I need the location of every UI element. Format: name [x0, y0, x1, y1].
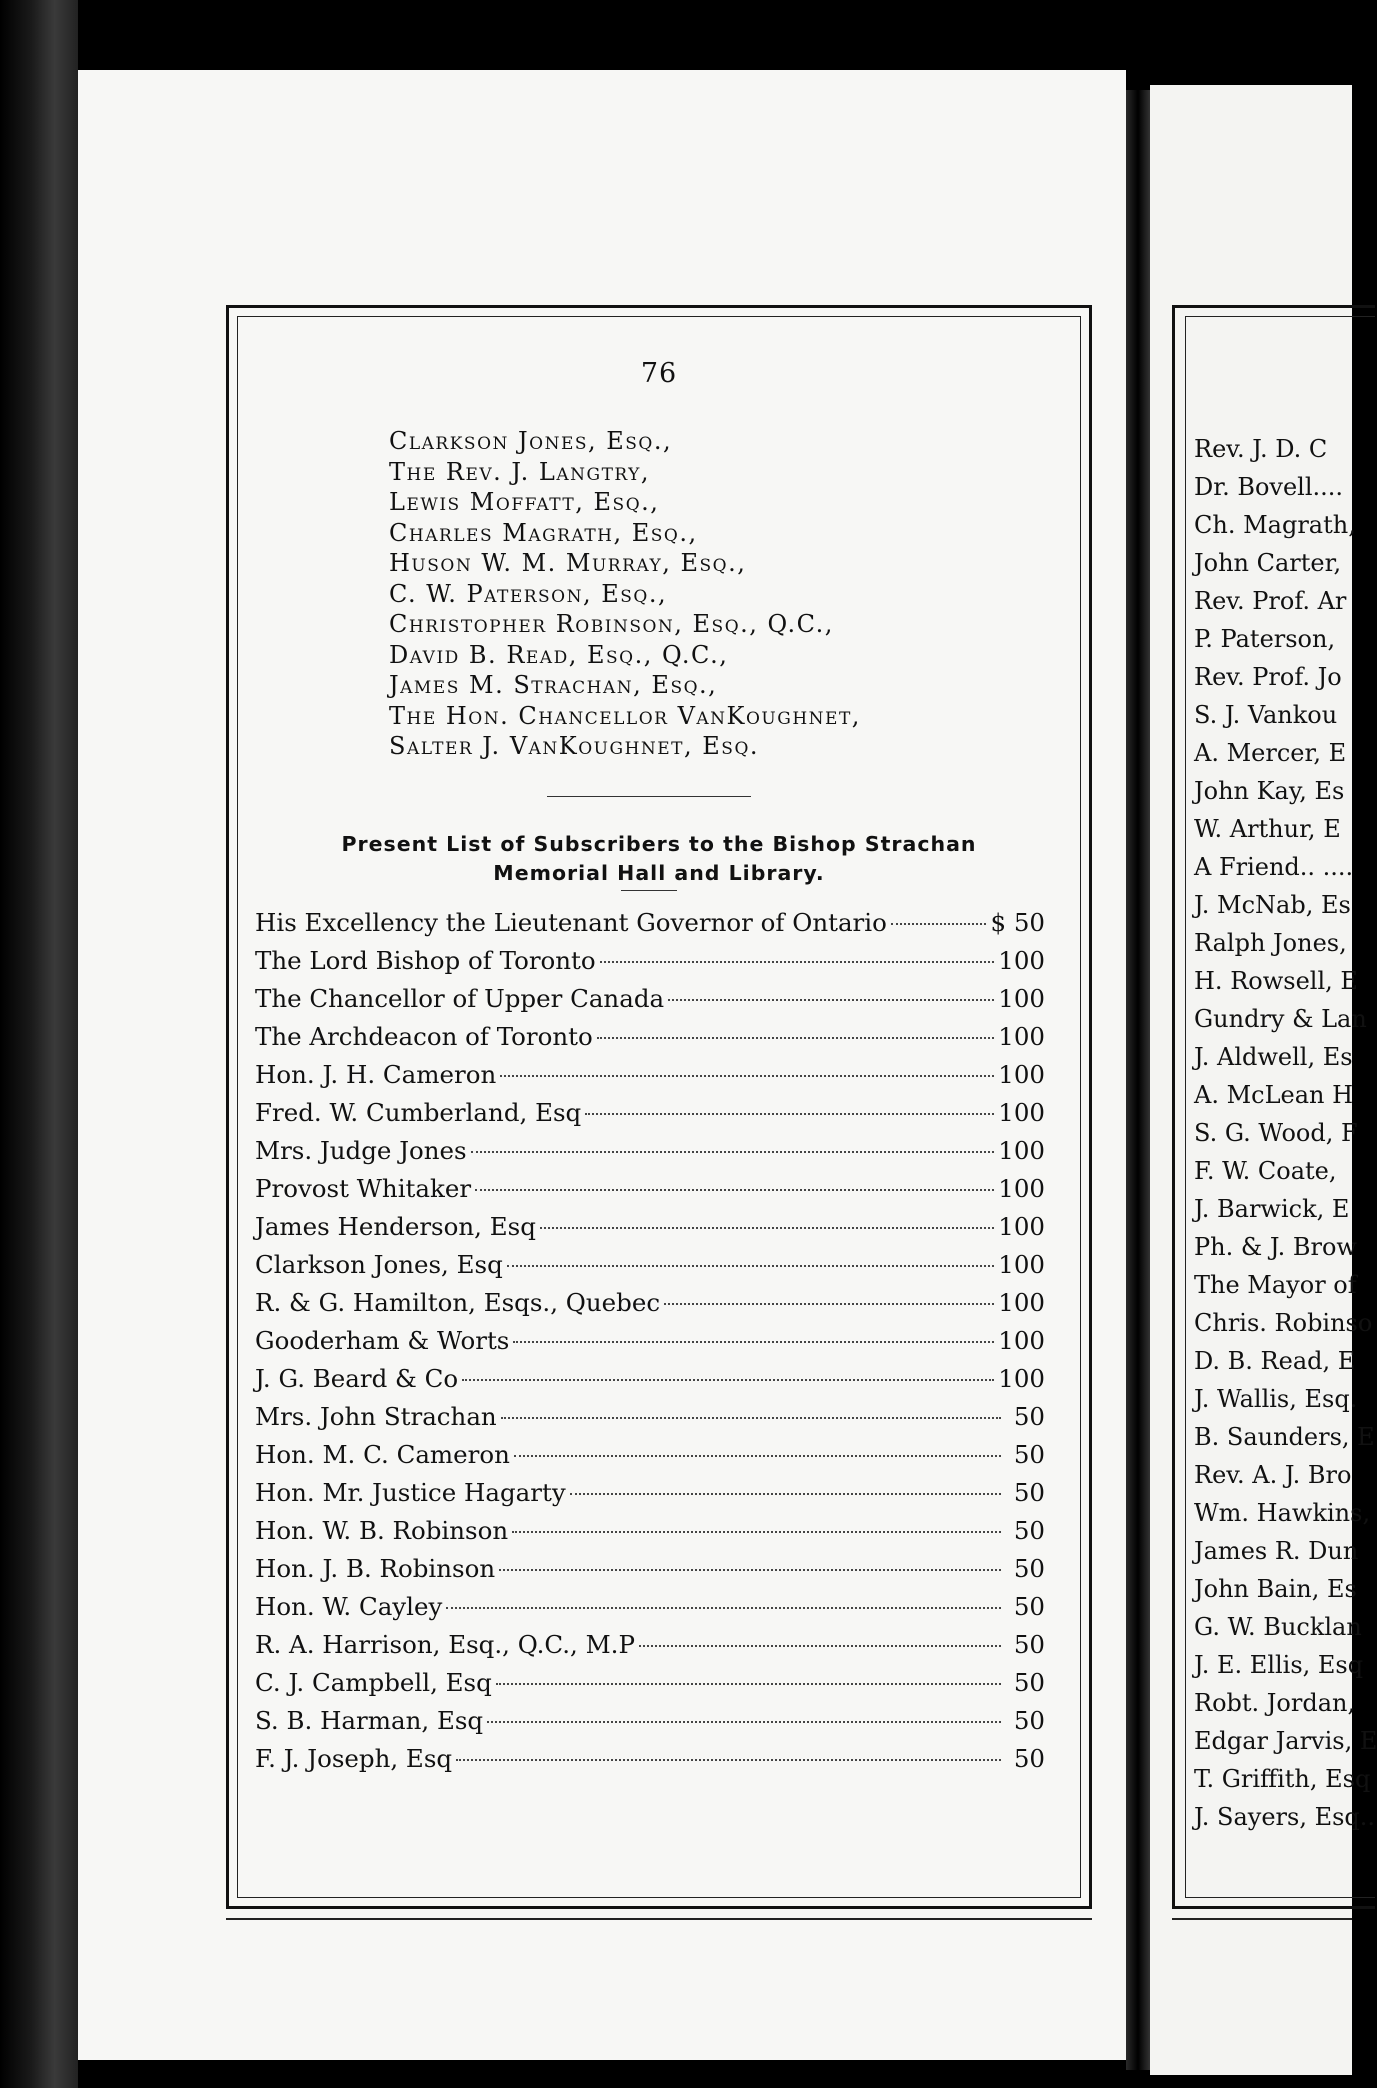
subscriber-row	[255, 946, 1045, 984]
subscriber-name: James Henderson, Esq	[255, 1212, 536, 1241]
right-page-entry: D. B. Read, E	[1194, 1347, 1356, 1375]
right-page-entry: Rev. Prof. Jo	[1194, 663, 1342, 691]
page-frame	[226, 305, 1092, 1909]
section-divider	[547, 796, 751, 797]
subscriber-row	[255, 908, 1045, 946]
subscriber-amount: 50	[1013, 1440, 1045, 1469]
right-page-entry: Rev. Prof. Ar	[1194, 587, 1347, 615]
name-line: James M. Strachan, Esq.,	[389, 671, 718, 699]
subscriber-row	[255, 1440, 1045, 1478]
right-page-entry: Gundry & Lan	[1194, 1005, 1367, 1033]
subscriber-name: S. B. Harman, Esq	[255, 1706, 484, 1735]
short-divider	[621, 890, 677, 891]
dot-leader	[462, 1379, 994, 1381]
dot-leader	[597, 1037, 994, 1039]
right-page-entry: J. Sayers, Esq..	[1194, 1803, 1376, 1831]
subscriber-list	[255, 908, 1045, 1782]
subscriber-name: Hon. J. B. Robinson	[255, 1554, 496, 1583]
subscriber-row	[255, 1554, 1045, 1592]
book-gutter	[1126, 90, 1150, 2070]
subscriber-name: Gooderham & Worts	[255, 1326, 510, 1355]
subscriber-name: C. J. Campbell, Esq	[255, 1668, 492, 1697]
right-page-entry: James R. Dun	[1194, 1537, 1359, 1565]
name-line: Charles Magrath, Esq.,	[389, 518, 698, 547]
subscriber-name: Clarkson Jones, Esq	[255, 1250, 503, 1279]
book-spine-edge	[0, 0, 78, 2088]
right-page-entry: A. McLean H	[1194, 1081, 1354, 1109]
right-page-entry: J. Barwick, E	[1194, 1195, 1350, 1223]
dot-leader	[500, 1075, 994, 1077]
subscriber-row	[255, 1136, 1045, 1174]
name-line: Huson W. M. Murray, Esq.,	[389, 549, 747, 577]
right-page-entry: P. Paterson,	[1194, 625, 1336, 653]
section-heading-line1: Present List of Subscribers to the Bishop Strachan	[341, 832, 977, 856]
subscriber-name: R. A. Harrison, Esq., Q.C., M.P	[255, 1630, 635, 1659]
right-page-entry: W. Arthur, E	[1194, 815, 1341, 843]
subscriber-name: Hon. W. B. Robinson	[255, 1516, 509, 1545]
subscriber-amount: 100	[998, 1136, 1045, 1165]
right-page-entry: F. W. Coate,	[1194, 1157, 1337, 1185]
dot-leader	[496, 1683, 1001, 1685]
subscriber-row	[255, 1706, 1045, 1744]
bottom-rule	[226, 1918, 1092, 1920]
dot-leader	[891, 923, 987, 925]
subscriber-amount: 50	[1013, 1516, 1045, 1545]
subscriber-amount: 100	[998, 1326, 1045, 1355]
dot-leader	[471, 1151, 995, 1153]
dot-leader	[446, 1607, 1001, 1609]
subscriber-row	[255, 1212, 1045, 1250]
dot-leader	[501, 1417, 1001, 1419]
subscriber-amount: 100	[998, 1060, 1045, 1089]
subscriber-amount: 50	[1013, 1744, 1045, 1773]
right-page-entry: J. McNab, Es	[1194, 891, 1351, 919]
right-page-entry: Wm. Hawkins,	[1194, 1499, 1371, 1527]
subscriber-name: Mrs. John Strachan	[255, 1402, 497, 1431]
section-heading	[229, 830, 1089, 888]
right-page-entry: Rev. A. J. Bro	[1194, 1461, 1352, 1489]
subscriber-name: Provost Whitaker	[255, 1174, 472, 1203]
subscriber-name: Mrs. Judge Jones	[255, 1136, 467, 1165]
subscriber-amount: 50	[1013, 1592, 1045, 1621]
dot-leader	[499, 1569, 1001, 1571]
right-page-entry: S. G. Wood, F	[1194, 1119, 1358, 1147]
subscriber-name: His Excellency the Lieutenant Governor of Ontario	[255, 908, 887, 937]
right-page-entry: The Mayor of	[1194, 1271, 1357, 1299]
dot-leader	[475, 1189, 994, 1191]
dot-leader	[668, 999, 994, 1001]
name-line: Christopher Robinson, Esq., Q.C.,	[389, 610, 834, 638]
subscriber-amount: 50	[1013, 1630, 1045, 1659]
subscriber-name: R. & G. Hamilton, Esqs., Quebec	[255, 1288, 661, 1317]
name-line: The Hon. Chancellor VanKoughnet,	[389, 701, 861, 730]
name-line: Salter J. VanKoughnet, Esq.	[389, 732, 760, 760]
subscriber-name: J. G. Beard & Co	[255, 1364, 459, 1393]
dot-leader	[487, 1721, 1001, 1723]
right-page-entry: J. Aldwell, Es	[1194, 1043, 1353, 1071]
subscriber-row	[255, 1364, 1045, 1402]
right-page-entry: A Friend.. ....	[1194, 853, 1354, 881]
subscriber-row	[255, 1174, 1045, 1212]
committee-names	[389, 426, 861, 762]
subscriber-name: Hon. M. C. Cameron	[255, 1440, 510, 1469]
right-page-entry: John Bain, Es	[1194, 1575, 1357, 1603]
right-page-entry: T. Griffith, Esq	[1194, 1765, 1371, 1793]
dot-leader	[514, 1455, 1001, 1457]
subscriber-row	[255, 1098, 1045, 1136]
subscriber-amount: 50	[1013, 1402, 1045, 1431]
right-page-subscriber-list	[1194, 430, 1377, 1836]
right-page-entry: Rev. J. D. C	[1194, 435, 1328, 463]
subscriber-amount: 100	[998, 1174, 1045, 1203]
dot-leader	[664, 1303, 994, 1305]
section-heading-line2: Memorial Hall and Library.	[493, 861, 825, 885]
subscriber-name: The Archdeacon of Toronto	[255, 1022, 593, 1051]
name-line: Lewis Moffatt, Esq.,	[389, 488, 660, 516]
subscriber-row	[255, 984, 1045, 1022]
right-page-entry: H. Rowsell, E	[1194, 967, 1358, 995]
name-line: David B. Read, Esq., Q.C.,	[389, 640, 729, 669]
subscriber-name: The Lord Bishop of Toronto	[255, 946, 596, 975]
page-number: 76	[640, 358, 678, 389]
dot-leader	[507, 1265, 994, 1267]
subscriber-row	[255, 1516, 1045, 1554]
right-page-entry: A. Mercer, E	[1194, 739, 1347, 767]
subscriber-row	[255, 1630, 1045, 1668]
right-page-entry: Dr. Bovell....	[1194, 473, 1344, 501]
subscriber-amount: 100	[998, 1098, 1045, 1127]
name-line: The Rev. J. Langtry,	[389, 457, 651, 486]
dot-leader	[570, 1493, 1001, 1495]
right-page-entry: G. W. Bucklan	[1194, 1613, 1362, 1641]
subscriber-name: Fred. W. Cumberland, Esq	[255, 1098, 582, 1127]
subscriber-amount: 50	[1013, 1554, 1045, 1583]
right-page-entry: J. E. Ellis, Esq	[1194, 1651, 1364, 1679]
right-page-entry: John Kay, Es	[1194, 777, 1345, 805]
dot-leader	[540, 1227, 994, 1229]
dot-leader	[512, 1531, 1001, 1533]
subscriber-name: Hon. J. H. Cameron	[255, 1060, 497, 1089]
subscriber-amount: 100	[998, 1212, 1045, 1241]
subscriber-name: The Chancellor of Upper Canada	[255, 984, 665, 1013]
subscriber-amount: $ 50	[990, 908, 1045, 937]
subscriber-row	[255, 1592, 1045, 1630]
subscriber-row	[255, 1326, 1045, 1364]
subscriber-row	[255, 1478, 1045, 1516]
subscriber-row	[255, 1668, 1045, 1706]
dot-leader	[639, 1645, 1001, 1647]
subscriber-amount: 50	[1013, 1668, 1045, 1697]
dot-leader	[513, 1341, 994, 1343]
subscriber-amount: 100	[998, 1022, 1045, 1051]
subscriber-name: F. J. Joseph, Esq	[255, 1744, 453, 1773]
dot-leader	[456, 1759, 1001, 1761]
right-bottom-rule	[1172, 1918, 1352, 1920]
name-line: Clarkson Jones, Esq.,	[389, 427, 673, 455]
subscriber-amount: 100	[998, 1288, 1045, 1317]
right-page-entry: Ph. & J. Brow	[1194, 1233, 1357, 1261]
subscriber-amount: 50	[1013, 1478, 1045, 1507]
subscriber-amount: 50	[1013, 1706, 1045, 1735]
dot-leader	[585, 1113, 994, 1115]
right-page-entry: S. J. Vankou	[1194, 701, 1338, 729]
right-page-entry: John Carter,	[1194, 549, 1342, 577]
subscriber-row	[255, 1288, 1045, 1326]
subscriber-row	[255, 1402, 1045, 1440]
subscriber-amount: 100	[998, 984, 1045, 1013]
subscriber-amount: 100	[998, 1364, 1045, 1393]
subscriber-amount: 100	[998, 946, 1045, 975]
subscriber-name: Hon. Mr. Justice Hagarty	[255, 1478, 566, 1507]
subscriber-name: Hon. W. Cayley	[255, 1592, 443, 1621]
right-page-entry: B. Saunders, E	[1194, 1423, 1375, 1451]
subscriber-row	[255, 1022, 1045, 1060]
subscriber-row	[255, 1744, 1045, 1782]
right-page-entry: Ralph Jones,	[1194, 929, 1347, 957]
subscriber-row	[255, 1060, 1045, 1098]
right-page-entry: Ch. Magrath,	[1194, 511, 1356, 539]
right-page-entry: J. Wallis, Esq.	[1194, 1385, 1358, 1413]
name-line: C. W. Paterson, Esq.,	[389, 579, 668, 608]
right-page-entry: Chris. Robinso	[1194, 1309, 1373, 1337]
subscriber-amount: 100	[998, 1250, 1045, 1279]
right-page-entry: Robt. Jordan,	[1194, 1689, 1356, 1717]
dot-leader	[600, 961, 995, 963]
subscriber-row	[255, 1250, 1045, 1288]
right-page-entry: Edgar Jarvis, E	[1194, 1727, 1377, 1755]
